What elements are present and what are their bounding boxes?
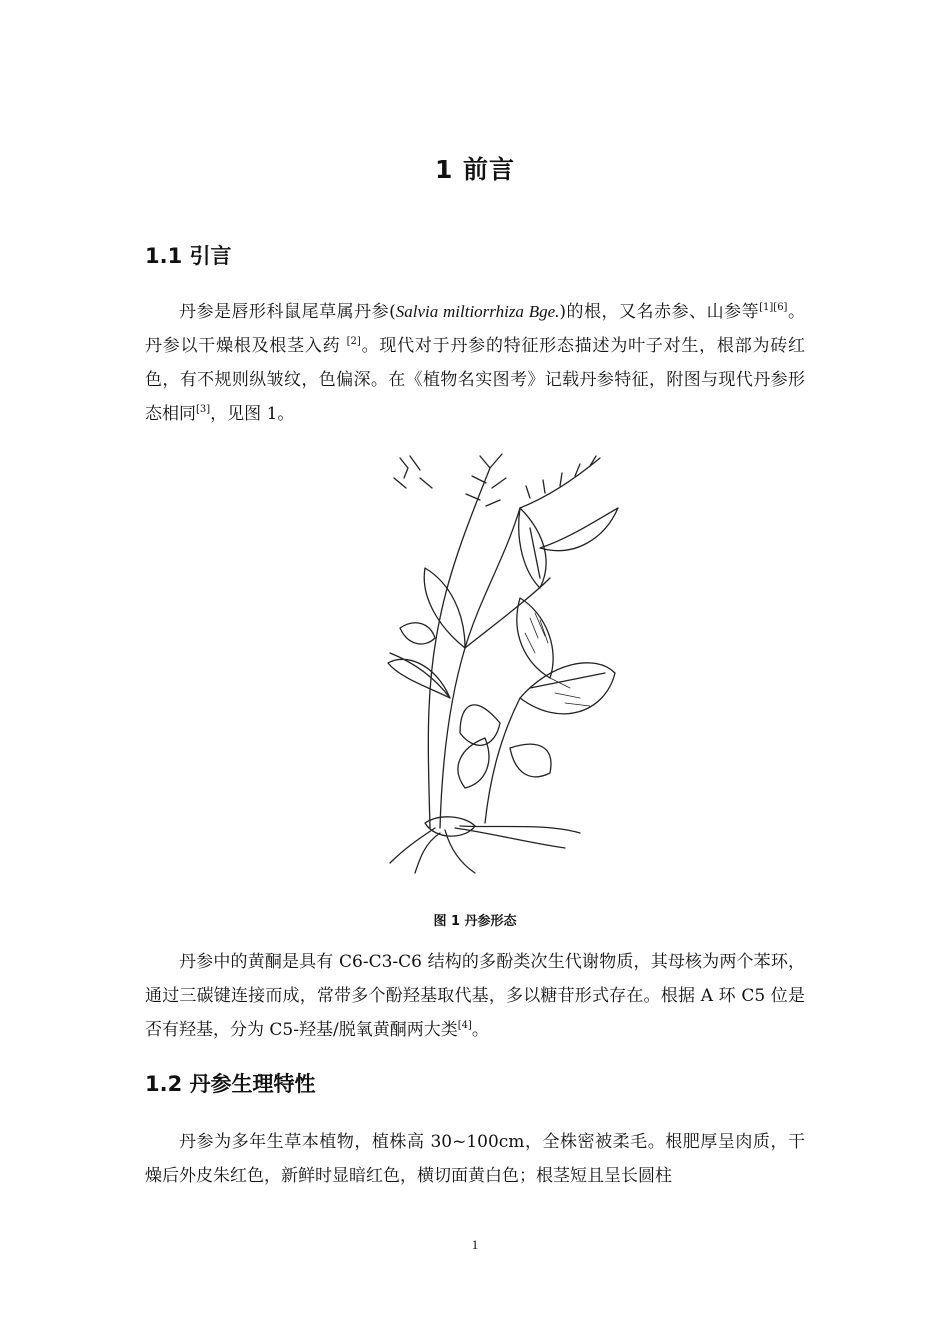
section-heading-1-2: 1.2 丹参生理特性 [145, 1072, 316, 1096]
para-text: 丹参中的黄酮是具有 C6-C3-C6 结构的多酚类次生代谢物质，其母核为两个苯环，通过三碳键连接而成，常带多个酚羟基取代基，多以糖苷形式存在。根据 A 环 C5 位是否有羟基，分为 C5-羟基/脱氧黄酮两大类 [145, 952, 805, 1040]
citation: [1][6] [759, 302, 788, 313]
para-text: 。丹参以干燥根及根茎入药 [145, 302, 805, 356]
intro-paragraph-1 [145, 295, 805, 431]
physiology-paragraph: 丹参为多年生草本植物，植株高 30~100cm，全株密被柔毛。根肥厚呈肉质，干燥后外皮朱红色，新鲜时显暗红色，横切面黄白色；根茎短且呈长圆柱 [145, 1132, 805, 1186]
figure-caption: 图 1 丹参形态 [433, 914, 517, 929]
para-text: ，见图 1。 [210, 404, 295, 424]
page-number: 1 [471, 1237, 479, 1252]
para-text: 。现代对于丹参的特征形态描述为叶子对生，根部为砖红色，有不规则纵皱纹，色偏深。在《植物名实图考》记载丹参特征，附图与现代丹参形态相同 [145, 336, 805, 424]
citation: [4] [457, 1020, 472, 1031]
para-text: 丹参是唇形科鼠尾草属丹参( [179, 302, 396, 322]
section-heading-1-1: 1.1 引言 [145, 244, 232, 268]
citation: [3] [196, 404, 211, 415]
citation: [2] [346, 336, 361, 347]
para-text: 。 [471, 1020, 489, 1040]
intro-paragraph-2 [145, 945, 805, 1047]
chapter-title: 1 前言 [434, 155, 516, 184]
latin-name: Salvia miltiorrhiza Bge. [395, 302, 560, 321]
para-text: )的根，又名赤参、山参等 [559, 302, 760, 322]
salvia-plant-illustration [380, 448, 630, 878]
